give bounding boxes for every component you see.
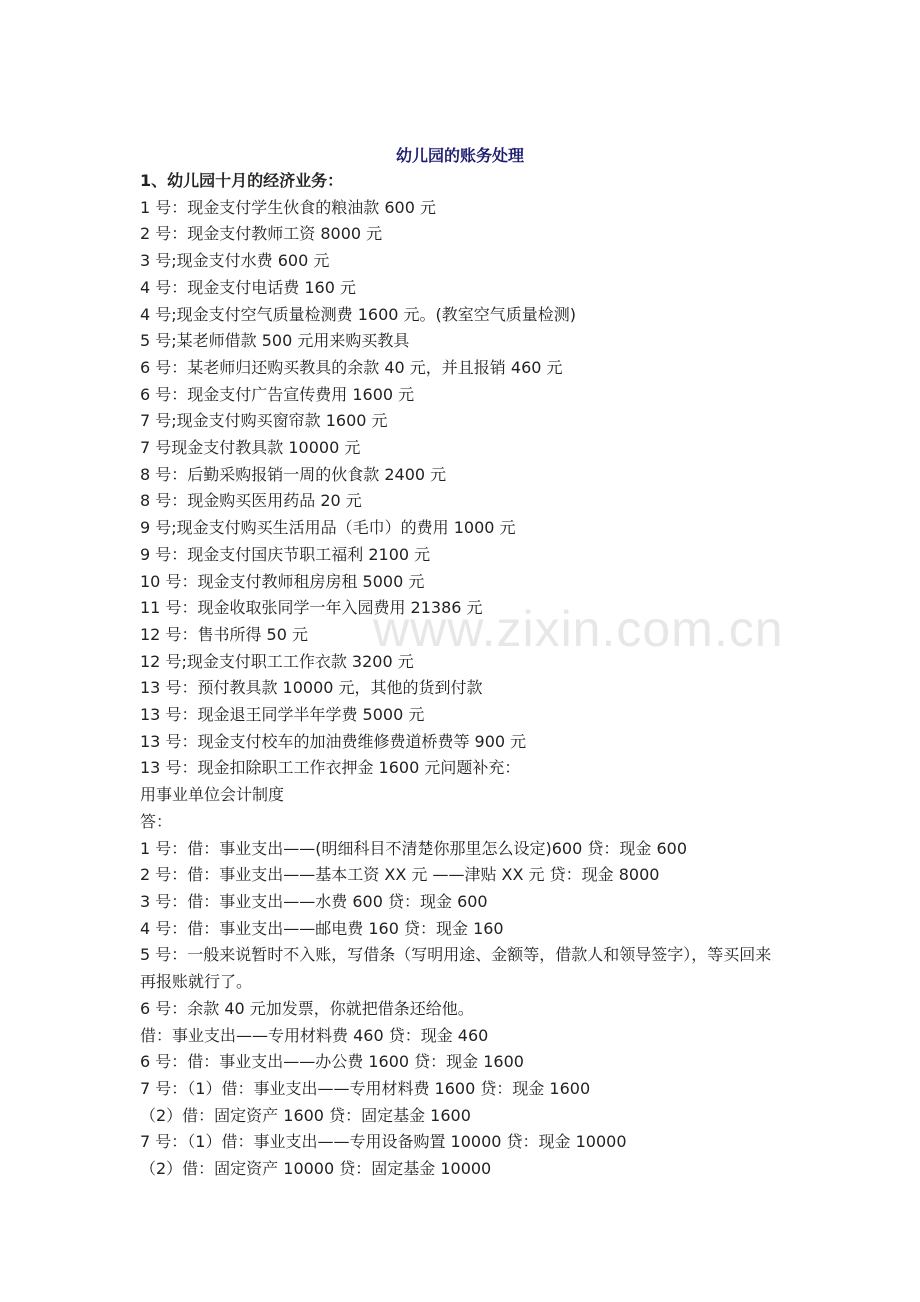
answer-line: 6 号：借：事业支出——办公费 1600 贷：现金 1600 [140,1052,524,1072]
transaction-line: 13 号：现金支付校车的加油费维修费道桥费等 900 元 [140,731,527,751]
transaction-line: 13 号：现金扣除职工工作衣押金 1600 元问题补充： [140,758,521,778]
answer-line: 3 号：借：事业支出——水费 600 贷：现金 600 [140,891,488,911]
answer-line: 2 号：借：事业支出——基本工资 XX 元 ——津贴 XX 元 贷：现金 8000 [140,865,660,885]
answer-line: 6 号：余款 40 元加发票，你就把借条还给他。 [140,998,474,1018]
transaction-line: 3 号;现金支付水费 600 元 [140,251,330,271]
answer-line: （2）借：固定资产 1600 贷：固定基金 1600 [140,1105,471,1125]
transaction-line: 12 号：售书所得 50 元 [140,624,308,644]
answer-line: 5 号：一般来说暂时不入账，写借条（写明用途、金额等，借款人和领导签字），等买回来再报账就行了。 [140,945,772,992]
transaction-line: 4 号：现金支付电话费 160 元 [140,277,356,297]
transaction-line: 9 号：现金支付国庆节职工福利 2100 元 [140,544,431,564]
transaction-line: 8 号：现金购买医用药品 20 元 [140,491,362,511]
answer-line: 4 号：借：事业支出——邮电费 160 贷：现金 160 [140,918,504,938]
transaction-line: 1 号：现金支付学生伙食的粮油款 600 元 [140,197,436,217]
transaction-line: 7 号;现金支付购买窗帘款 1600 元 [140,411,388,431]
transaction-line: 4 号;现金支付空气质量检测费 1600 元。(教室空气质量检测) [140,304,577,324]
transaction-line: 2 号：现金支付教师工资 8000 元 [140,224,383,244]
answer-line: （2）借：固定资产 10000 贷：固定基金 10000 [140,1159,492,1179]
watermark: www.zixin.com.cn [373,601,784,657]
answer-label: 答： [140,811,173,831]
answer-line: 7 号：（1）借：事业支出——专用设备购置 10000 贷：现金 10000 [140,1132,627,1152]
transaction-line: 13 号：预付教具款 10000 元，其他的货到付款 [140,678,483,698]
transaction-line: 11 号：现金收取张同学一年入园费用 21386 元 [140,598,483,618]
answer-line: 借：事业支出——专用材料费 460 贷：现金 460 [140,1025,489,1045]
transaction-line: 7 号现金支付教具款 10000 元 [140,438,361,458]
transaction-line: 13 号：现金退王同学半年学费 5000 元 [140,705,425,725]
transaction-line: 6 号：某老师归还购买教具的余款 40 元，并且报销 460 元 [140,357,563,377]
transaction-line: 8 号：后勤采购报销一周的伙食款 2400 元 [140,464,447,484]
answer-line: 7 号：（1）借：事业支出——专用材料费 1600 贷：现金 1600 [140,1078,591,1098]
answer-line: 1 号：借：事业支出——(明细科目不清楚你那里怎么设定)600 贷：现金 600 [140,838,688,858]
document-title: 幼儿园的账务处理 [395,146,524,165]
transaction-line: 9 号;现金支付购买生活用品（毛巾）的费用 1000 元 [140,518,516,538]
document-body [140,168,780,1183]
transaction-line: 6 号：现金支付广告宣传费用 1600 元 [140,384,415,404]
transaction-line: 10 号：现金支付教师租房房租 5000 元 [140,571,425,591]
transaction-line: 12 号;现金支付职工工作衣款 3200 元 [140,651,414,671]
section-heading: 1、幼儿园十月的经济业务： [140,171,344,190]
system-note: 用事业单位会计制度 [140,785,285,805]
transaction-line: 5 号;某老师借款 500 元用来购买教具 [140,331,410,351]
